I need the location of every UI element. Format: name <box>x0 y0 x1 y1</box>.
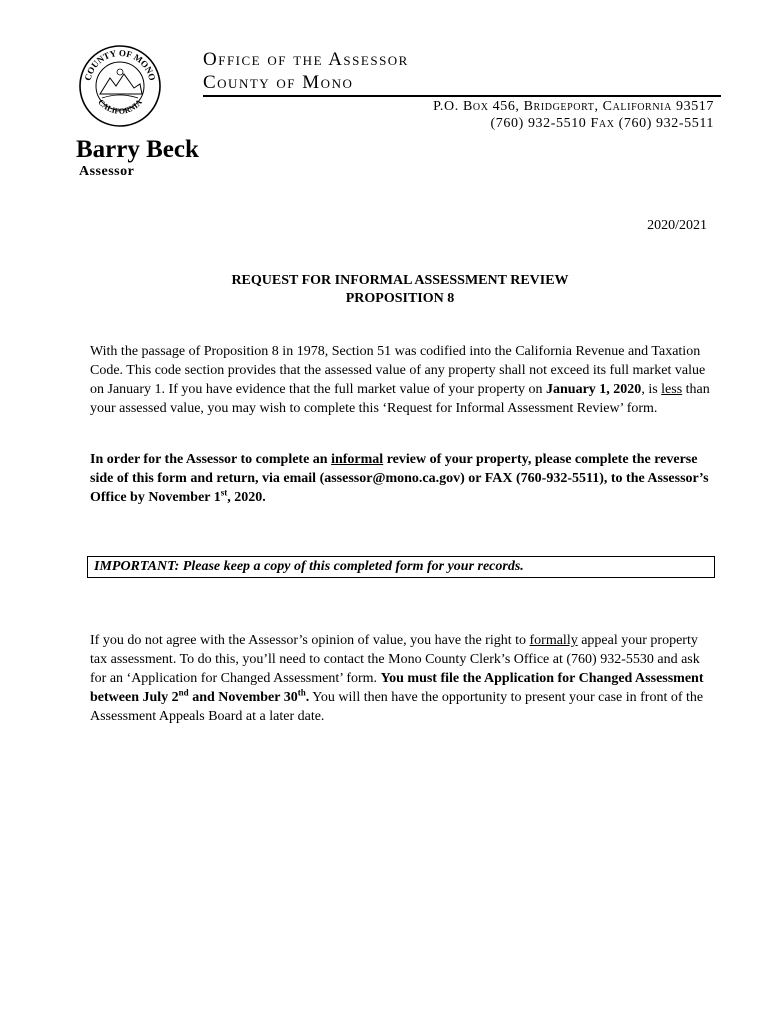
office-line-1: Office of the Assessor <box>203 49 409 70</box>
instructions-sup: st <box>220 487 228 498</box>
form-heading-line-1: REQUEST FOR INFORMAL ASSESSMENT REVIEW <box>231 273 569 288</box>
form-heading-line-2: PROPOSITION 8 <box>345 291 455 306</box>
intro-text-a: With the passage of Proposition 8 in 1978, Section 51 was codified into the California Revenue and Taxation Code. This code section provides that the assessed value of any property shall not exceed its full market value on January 1. If you have evidence that the full market value of your property on <box>90 344 706 397</box>
appeal-formally: formally <box>529 633 578 648</box>
address-line-1: P.O. Box 456, Bridgeport, California 93517 <box>433 99 714 114</box>
instructions-informal: informal <box>331 452 384 467</box>
appeal-text-b: appeal your property tax assessment. To do this, you’ll need to contact the Mono County Clerk’s Office at (760) 932-5530 and ask for an ‘Application for Changed Assessment’ form. <box>90 633 700 686</box>
tax-year: 2020/2021 <box>647 218 707 233</box>
appeal-text-a: If you do not agree with the Assessor’s opinion of value, you have the right to <box>90 633 530 648</box>
form-heading <box>90 272 710 308</box>
appeal-sup-2: th <box>297 687 306 698</box>
seal-top-text: COUNTY OF MONO <box>82 47 158 82</box>
intro-text-c: than your assessed value, you may wish to complete this ‘Request for Informal Assessment Review’ form. <box>90 382 710 416</box>
appeal-text-c: You will then have the opportunity to present your case in front of the Assessment Appeals Board at a later date. <box>90 690 704 724</box>
appeal-sup-1: nd <box>178 687 189 698</box>
intro-date: January 1, 2020 <box>546 382 642 397</box>
assessor-name: Barry Beck <box>76 136 199 163</box>
appeal-bold-b: and November 30 <box>188 690 298 705</box>
svg-text:COUNTY OF MONO <box>83 48 158 82</box>
office-line-2: County of Mono <box>203 72 354 93</box>
important-notice-box: IMPORTANT: Please keep a copy of this completed form for your records. <box>87 556 715 578</box>
assessor-title: Assessor <box>79 164 135 179</box>
seal-bottom-text: CALIFORNIA <box>96 97 144 116</box>
instructions-text-a: In order for the Assessor to complete an <box>90 452 332 467</box>
appeal-paragraph <box>90 631 716 726</box>
appeal-bold-a: You must file the Application for Changed Assessment between July 2 <box>90 671 704 705</box>
instructions-text-c: , 2020. <box>227 490 266 505</box>
intro-paragraph <box>90 342 716 418</box>
appeal-bold-c: . <box>305 690 310 705</box>
intro-text-b: , is <box>641 382 662 397</box>
instructions-text-b: review of your property, please complete the reverse side of this form and return, via email (assessor@mono.ca.gov) or FAX (760-932-5511), to the Assessor’s Office by November 1 <box>90 452 709 505</box>
office-heading <box>203 48 409 94</box>
svg-text:CALIFORNIA <box>96 98 144 116</box>
address-line-2: (760) 932-5510 Fax (760) 932-5511 <box>490 116 714 131</box>
intro-less: less <box>661 382 683 397</box>
county-seal <box>78 44 162 128</box>
letterhead-divider <box>203 95 721 97</box>
instructions-paragraph <box>90 450 716 507</box>
office-address <box>433 98 714 132</box>
